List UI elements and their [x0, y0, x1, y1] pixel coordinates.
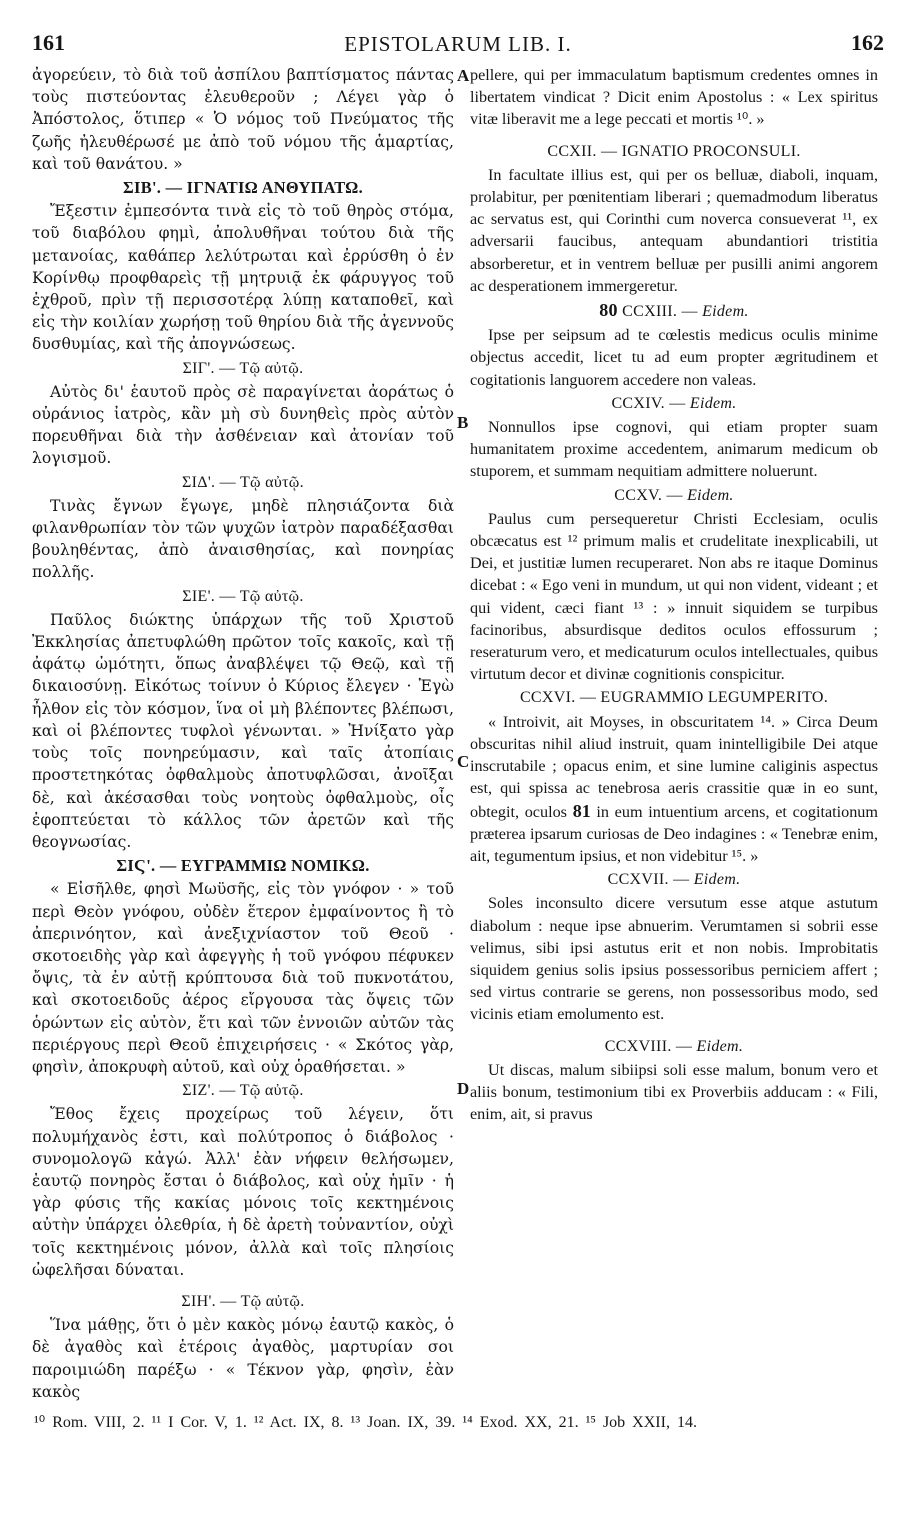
greek-column [32, 64, 454, 1403]
column-number-81: 81 [572, 800, 591, 821]
latin-heading-215-number: CCXV. — [614, 486, 683, 504]
greek-paragraph-215: Παῦλος διώκτης ὑπάρχων τῆς τοῦ Χριστοῦ Ἐκκλησίας ἀπετυφλώθη πρῶτον τοῖς κακοῖς, καὶ τῇ ἀφάτῳ ὠμότητι, ὅπως ἀναβλέψει τῷ Θεῷ, καὶ τῇ δικαιοσύνῃ. Εἰκότως τοίνυν ὁ Κύριος ἔλεγεν · Ἐγὼ ἦλθον εἰς τὸν κόσμον, ἵνα οἱ μὴ βλέποντες βλέπωσι, καὶ οἱ βλέποντες τυφλοὶ γένωνται. » Ἠνίξατο γὰρ τοὺς τοῖς πονηρεύμασιν, καὶ ταῖς ἀτοπίαις προστετηκότας ὀφθαλμοὺς ἀποτυφλῶσαι, ἀνοῖξαι δὲ, καὶ ἀκέσασθαι τοὺς νοητοὺς ὀφθαλμοὺς, οἷς ἐφοπτεύεται τὸ κάλλος τῶν ἀρετῶν καὶ τῆς θεογνωσίας. [32, 610, 454, 851]
latin-heading-216: CCXVI. — EUGRAMMIO LEGUMPERITO. [519, 689, 829, 707]
latin-paragraph-218: Ut discas, malum sibiipsi soli esse malum, bonum vero et aliis bonum, testimonium tibi ex Proverbiis adducam : « Fili, enim, ait, si pravus [470, 1060, 878, 1124]
latin-heading-212: CCXII. — IGNATIO PROCONSULI. [547, 142, 801, 160]
greek-heading-218: ΣΙΗ'. — Τῷ αὐτῷ. [181, 1292, 305, 1310]
latin-heading-213-number: CCXIII. — [622, 303, 698, 321]
latin-paragraph-216-part-a: « Introivit, ait Moyses, in obscuritatem ¹⁴. » Circa Deum obscuritas nihil aliud instruit, quam inintelligibile Dei atque inscrutabile ; opacus enim, et sine lumine caliginis aspectus est, qui spissa ac tenebrosa aeris crassitie quæ in eo sunt, obtegit, oculos [470, 712, 878, 821]
column-number-80: 80 [599, 300, 618, 321]
latin-heading-213-addressee: Eidem. [702, 303, 749, 321]
page-number: 161 [32, 30, 65, 55]
latin-column [470, 64, 878, 1125]
latin-paragraph-213: Ipse per seipsum ad te cœlestis medicus oculis minime objectus accedit, licet tu ad eum propter ægritudinem et cogitationis languorem accedere non valeas. [470, 326, 878, 389]
margin-marker-a: A [457, 66, 470, 85]
greek-heading-215: ΣΙΕ'. — Τῷ αὐτῷ. [182, 587, 304, 605]
margin-marker-b: B [457, 413, 469, 432]
latin-heading-215 [470, 485, 878, 507]
greek-heading-216: ΣΙϚ'. — ΕΥΓΡΑΜΜΙΩ ΝΟΜΙΚΩ. [116, 856, 370, 876]
greek-paragraph-212: Ἔξεστιν ἐμπεσόντα τινὰ εἰς τὸ τοῦ θηρὸς στόμα, τοῦ διαβόλου φημὶ, ἀπολυθῆναι τούτου διὰ τῆς μετανοίας, καθάπερ λελύτρωται καὶ ἐρρύσθη ὁ ἐν Κορίνθῳ προφθαρεὶς τῇ μητρυιᾷ ἐκ φάρυγγος τοῦ ἐχθροῦ, πρὶν τῇ περισσοτέρᾳ λύπῃ καταποθεῖ, καὶ εἰς τὴν κοιλίαν χωρήσῃ τοῦ θηρίου διὰ τῆς ἀγεννοῦς δυσθυμίας, καὶ τῆς ἀπογνώσεως. [32, 202, 454, 354]
latin-heading-217 [470, 869, 878, 891]
latin-paragraph-215: Paulus cum persequeretur Christi Ecclesiam, oculis obcæcatus est ¹² primum malis et crudelitate inexplicabili, ut Dei, et justitiæ lumen recuperaret. Non abs re itaque Dominus dicebat : « Ego veni in mundum, ut qui non vident, videant ; et qui vident, cæci fiant ¹³ : » innuit siquidem se turpibus facinoribus, absurdisque deditos oculos effossurum ; reseraturum vero, et medicaturum oculos intellectuales, quibus virtutum decor et divinæ cognitionis conspicitur. [470, 509, 878, 684]
latin-heading-217-number: CCXVII. — [607, 871, 690, 889]
greek-paragraph-214: Τινὰς ἔγνων ἔγωγε, μηδὲ πλησιάζοντα διὰ φιλανθρωπίαν τὸν τῶν ψυχῶν ἰατρὸν παραδέξασθαι βουληθέντας, ἀπὸ ἀναισθησίας, καὶ πονηρίας πολλῆς. [32, 496, 454, 582]
column-number: 162 [851, 30, 884, 55]
latin-heading-213 [470, 299, 878, 323]
greek-heading-214: ΣΙΔ'. — Τῷ αὐτῷ. [182, 473, 304, 491]
latin-heading-217-addressee: Eidem. [693, 871, 741, 889]
latin-paragraph-217: Soles inconsulto dicere versutum esse atque astutum diabolum : neque ipse abnuerim. Verumtamen si sobrii esse velimus, sibi ipsi astutus erit et non nobis. Improbitatis siquidem genius solis ipsius possessoribus perniciem affert ; sed virtus contrarie se gerens, non possessoribus modo, sed vicinis etiam emolumento est. [470, 894, 878, 1024]
greek-paragraph-opening: ἀγορεύειν, τὸ διὰ τοῦ ἀσπίλου βαπτίσματος πάντας τοὺς πιστεύοντας ἐλευθεροῦν ; Λέγει γὰρ ὁ Ἀπόστολος, ὅτιπερ « Ὁ νόμος τοῦ Πνεύματος τῆς ζωῆς ἠλευθέρωσέ με ἀπὸ τοῦ νόμου τῆς ἁμαρτίας, καὶ τοῦ θανάτου. » [32, 66, 454, 173]
latin-paragraph-214: Nonnullos ipse cognovi, qui etiam propter suam humanitatem proxime accedentem, animarum medicum ob stuporem, et summam nequitiam admittere noluerunt. [470, 418, 878, 481]
running-title: EPISTOLARUM LIB. I. [344, 32, 572, 56]
latin-heading-218-number: CCXVIII. — [604, 1037, 693, 1055]
latin-heading-218-addressee: Eidem. [696, 1037, 744, 1055]
running-head [32, 30, 884, 60]
latin-paragraph-212: In facultate illius est, qui per os belluæ, diaboli, inquam, prolabitur, per pœnitentiam liberari ; quemadmodum liberatus ac servatus est, qui Corinthi cum noverca consueverat ¹¹, ex adversarii faucibus, antequam abundantiori tristitia absorberetur, et in ventrem belluæ per pusilli animi angorem ac desperationem immergeretur. [470, 165, 878, 295]
greek-paragraph-216: « Εἰσῆλθε, φησὶ Μωϋσῆς, εἰς τὸν γνόφον · » τοῦ περὶ Θεὸν γνόφου, οὐδὲν ἕτερον ἐμφαίνοντος ἢ τὸ ἀπερινόητον, καὶ ἀνεξιχνίαστον τοῦ Θεοῦ · σκοτοειδὴς γὰρ καὶ ἀφεγγὴς ἡ τοῦ γνόφου πέφυκεν ὄψις, τὰ ἐν αὐτῇ κρύπτουσα διὰ τοῦ πυκνοτάτου, καὶ σκοτοειδοῦς ἀέρος εἴργουσα τὰς ὄψεις τῶν ὁρώντων εἰς αὐτὸν, ἔτι καὶ τῶν ἐννοιῶν αὐτῶν τὰς περιέργους περὶ Θεοῦ ἐπιχειρήσεις · « Σκότος γὰρ, φησὶν, ἀποκρυφὴ αὐτοῦ, καὶ οὐχ ὁραθήσεται. » [32, 880, 454, 1076]
latin-heading-218 [470, 1036, 878, 1058]
footnotes: ¹⁰ Rom. VIII, 2. ¹¹ I Cor. V, 1. ¹² Act. IX, 8. ¹³ Joan. IX, 39. ¹⁴ Exod. XX, 21. ¹⁵ Job XXII, 14. [34, 1414, 697, 1431]
margin-marker-c: C [457, 752, 470, 771]
greek-paragraph-217: Ἔθος ἔχεις προχείρως τοῦ λέγειν, ὅτι πολυμήχανὸς ἐστι, καὶ πολύτροπος ὁ διάβολος · συνομολογῶ κἀγώ. Ἀλλ' ἐὰν νήφειν θελήσωμεν, ἑαυτῷ πονηρὸς ἔσται ὁ διάβολος, καὶ οὐχ ἡμῖν · ἡ γὰρ φύσις τῆς κακίας μόνοις τοῖς κεκτημένοις αὐτὴν ὑπάρχει ὀλεθρία, ἡ δὲ ἀρετὴ τοὐναντίον, οὐχὶ τοῖς κεκτημένοις μόνον, ἀλλὰ καὶ τοῖς πλησίοις ὠφελῆσαι δύναται. [32, 1105, 454, 1279]
latin-heading-214 [470, 393, 878, 415]
greek-paragraph-218: Ἵνα μάθῃς, ὅτι ὁ μὲν κακὸς μόνῳ ἑαυτῷ κακὸς, ὁ δὲ ἀγαθὸς καὶ ἑτέροις ἀγαθὸς, μαρτυρίαν σοι παροιμιώδη παρέξω · « Τέκνον γὰρ, φησὶν, ἐὰν κακὸς [32, 1316, 454, 1401]
latin-paragraph-opening: pellere, qui per immaculatum baptismum credentes omnes in libertatem vindicat ? Dicit enim Apostolus : « Lex spiritus vitæ liberavit me a lege peccati et mortis ¹⁰. » [470, 66, 878, 129]
greek-heading-217: ΣΙΖ'. — Τῷ αὐτῷ. [182, 1082, 304, 1100]
latin-heading-215-addressee: Eidem. [687, 486, 734, 504]
latin-heading-214-addressee: Eidem. [689, 394, 737, 412]
latin-paragraph-216-part-b: in eum intuentium arcens, et cogitationum præterea ipsarum curiosas de Deo indagines : « Tenebræ enim, ait, tegumentum ipsius, et non videbitur ¹⁵. » [470, 802, 878, 865]
latin-heading-214-number: CCXIV. — [611, 394, 686, 412]
margin-marker-d: D [457, 1079, 470, 1098]
latin-paragraph-216 [470, 711, 878, 867]
greek-heading-213: ΣΙΓ'. — Τῷ αὐτῷ. [182, 359, 304, 377]
greek-heading-212: ΣΙΒ'. — ΙΓΝΑΤΙΩ ΑΝΘΥΠΑΤΩ. [123, 178, 363, 198]
greek-paragraph-213: Αὐτὸς δι' ἑαυτοῦ πρὸς σὲ παραγίνεται ἀοράτως ὁ οὐράνιος ἰατρὸς, κἂν μὴ σὺ δυνηθεὶς πρὸς αὐτὸν πορευθῆναι διὰ τὴν ἀσθένειαν καὶ ἀτονίαν τοῦ λογισμοῦ. [32, 382, 454, 468]
